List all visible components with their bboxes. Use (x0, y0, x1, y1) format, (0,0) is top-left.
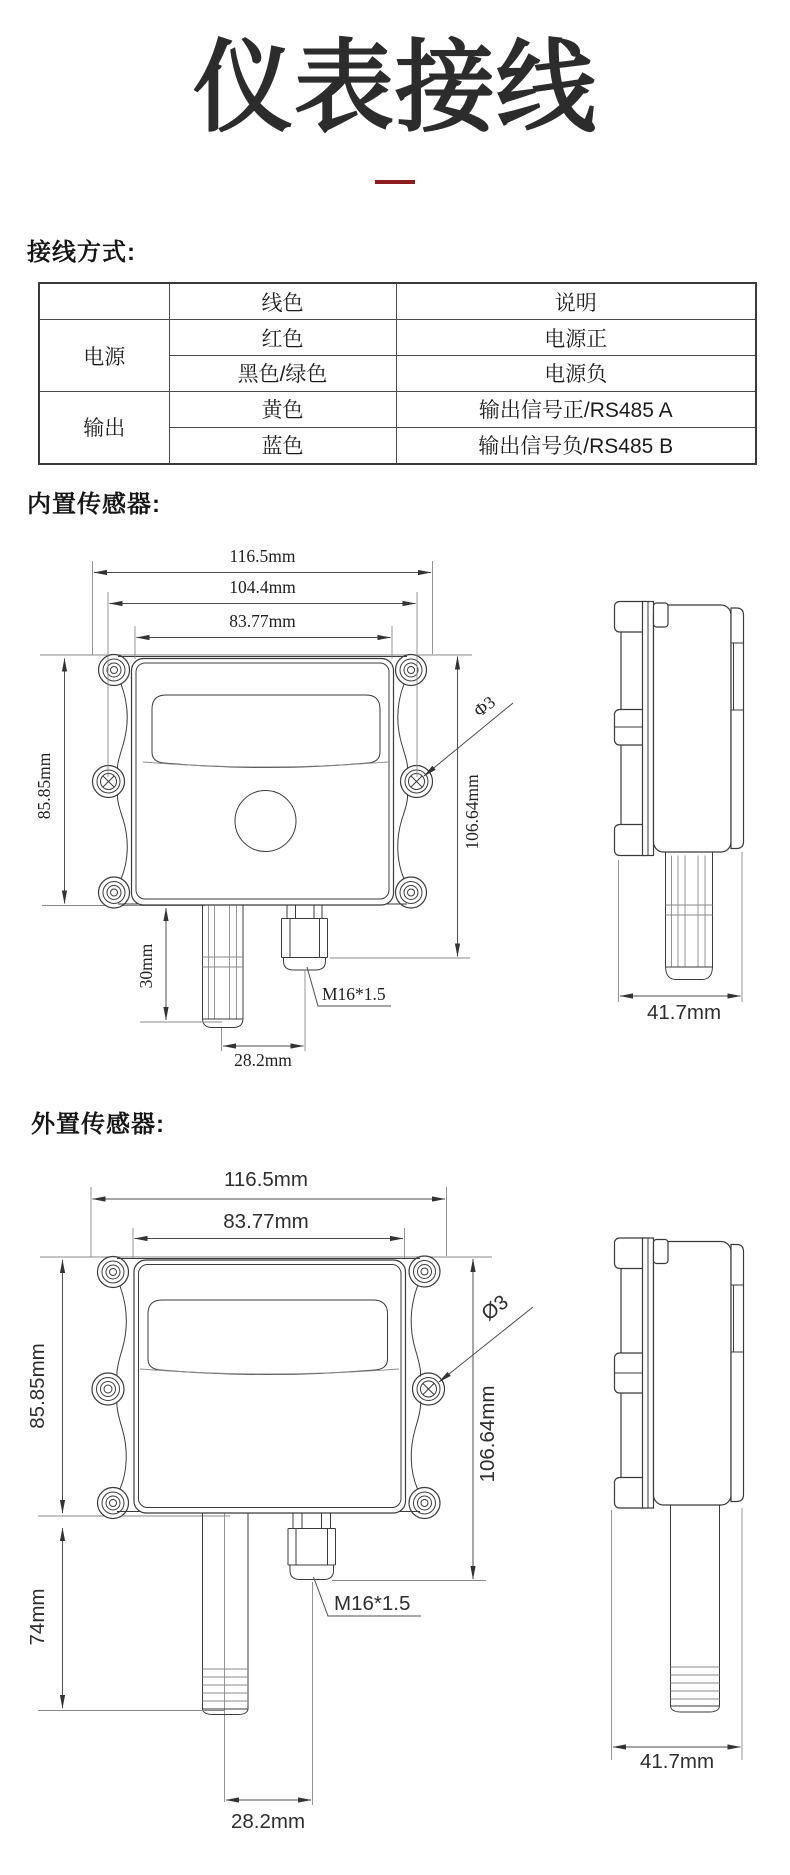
front-view-external (92, 1256, 445, 1802)
probe-external (203, 1514, 249, 1803)
dim-width-overall: 116.5mm (224, 1168, 308, 1191)
dim-hole-dia: Φ3 (469, 691, 499, 721)
cell-desc: 电源正 (396, 320, 756, 356)
dim-probe-offset: 28.2mm (234, 1050, 292, 1070)
cable-gland-external (288, 1514, 336, 1580)
dim-body-width: 83.77mm (229, 611, 296, 631)
external-sensor-diagram (0, 1150, 790, 1865)
external-heading: 外置传感器: (31, 1111, 165, 1138)
wiring-heading: 接线方式: (27, 239, 136, 266)
cell-desc: 输出信号正/RS485 A (396, 391, 756, 427)
dim-probe-len: 74mm (26, 1588, 49, 1646)
group-output: 输出 (39, 391, 169, 464)
dim-body-width: 83.77mm (223, 1210, 309, 1233)
header-color: 线色 (169, 283, 396, 320)
dim-gland: M16*1.5 (322, 984, 386, 1004)
dim-depth: 41.7mm (639, 1750, 715, 1773)
dim-hole-dia: Ø3 (477, 1290, 513, 1326)
cable-gland-builtin (282, 906, 328, 971)
cell-color: 蓝色 (169, 427, 396, 464)
side-view-builtin (615, 602, 744, 1025)
header-desc: 说明 (396, 283, 756, 320)
cell-color: 黑色/绿色 (169, 356, 396, 392)
dim-height-left: 85.85mm (34, 752, 54, 820)
dim-width-overall: 116.5mm (229, 546, 296, 566)
cell-color: 黄色 (169, 391, 396, 427)
table-header-row (39, 283, 756, 320)
page-title: 仪表接线 (193, 32, 597, 144)
probe-builtin (203, 906, 244, 1028)
group-power: 电源 (39, 320, 169, 392)
cell-desc: 输出信号负/RS485 B (396, 427, 756, 464)
builtin-sensor-diagram (0, 530, 790, 1095)
builtin-heading: 内置传感器: (27, 491, 161, 518)
cell-desc: 电源负 (396, 356, 756, 392)
table-row (39, 391, 756, 427)
header-group (39, 283, 169, 320)
dim-probe-len: 30mm (136, 943, 156, 989)
dim-height-right: 106.64mm (476, 1385, 499, 1483)
dim-hole-spacing: 104.4mm (229, 577, 296, 597)
cell-color: 红色 (169, 320, 396, 356)
dim-probe-offset: 28.2mm (230, 1810, 306, 1833)
side-view-external (612, 1238, 744, 1773)
dim-height-right: 106.64mm (462, 774, 482, 850)
dim-height-left: 85.85mm (26, 1343, 49, 1429)
table-row (39, 320, 756, 356)
title-underline (375, 180, 415, 184)
dim-depth: 41.7mm (646, 1001, 722, 1024)
wiring-table (38, 282, 757, 465)
dim-gland: M16*1.5 (334, 1592, 411, 1615)
